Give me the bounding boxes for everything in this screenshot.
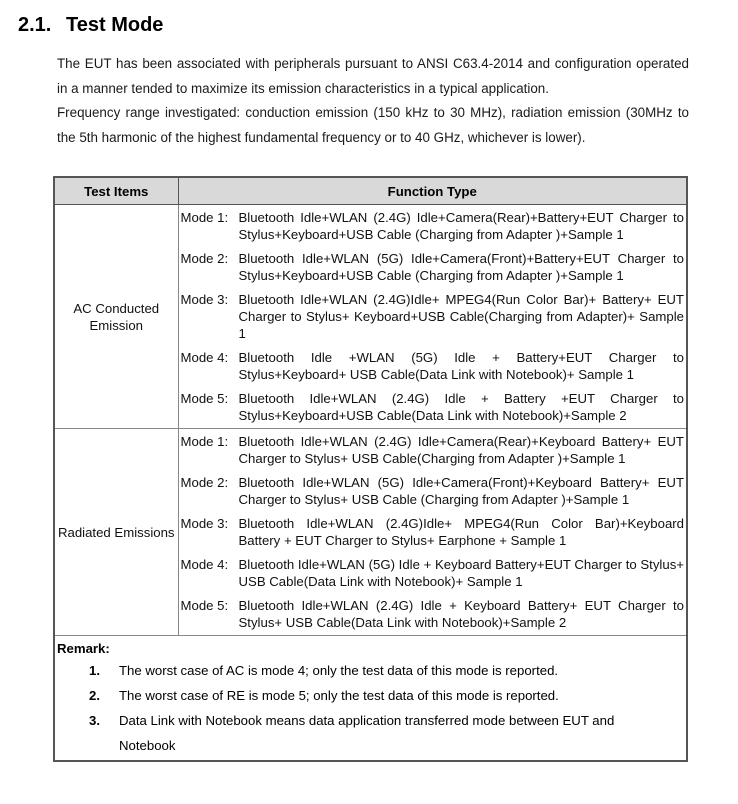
header-test-items: Test Items <box>54 177 178 205</box>
mode-item <box>181 291 685 342</box>
mode-description: Bluetooth Idle +WLAN (5G) Idle + Battery+EUT Charger to Stylus+Keyboard+ USB Cable(Data Link with Notebook)+ Sample 1 <box>238 350 684 382</box>
table-header-row <box>54 177 687 205</box>
table-row-ac-conducted <box>54 205 687 429</box>
modes-ac-conducted <box>178 205 687 429</box>
mode-item <box>181 556 685 590</box>
mode-item <box>181 209 685 243</box>
remark-item <box>57 683 684 708</box>
section-title: Test Mode <box>66 14 164 36</box>
mode-item <box>181 597 685 631</box>
mode-description: Bluetooth Idle+WLAN (2.4G) Idle + Keyboard Battery+ EUT Charger to Stylus+ USB Cable(Data Link with Notebook)+Sample 2 <box>238 598 684 630</box>
remark-number: 2. <box>89 688 100 703</box>
section-heading <box>18 14 163 37</box>
header-function-type: Function Type <box>178 177 687 205</box>
mode-item <box>181 349 685 383</box>
mode-item <box>181 390 685 424</box>
section-number: 2.1. <box>18 14 52 36</box>
modes-radiated <box>178 429 687 636</box>
mode-item <box>181 250 685 284</box>
intro-paragraph-1: The EUT has been associated with peripherals pursuant to ANSI C63.4-2014 and configuration operated in a manner tended to maximize its emission characteristics in a typical application. <box>57 56 689 96</box>
mode-description: Bluetooth Idle+WLAN (5G) Idle + Keyboard Battery+EUT Charger to Stylus+ USB Cable(Data Link with Notebook)+ Sample 1 <box>238 557 684 589</box>
mode-description: Bluetooth Idle+WLAN (5G) Idle+Camera(Front)+Battery+EUT Charger to Stylus+Keyboard+USB Cable (Charging from Adapter )+Sample 1 <box>238 251 684 283</box>
mode-label: Mode 5: <box>180 391 229 406</box>
category-radiated: Radiated Emissions <box>54 429 178 636</box>
test-mode-table <box>53 176 688 762</box>
remark-title: Remark: <box>57 641 110 656</box>
mode-label: Mode 3: <box>180 516 229 531</box>
intro-paragraph-2: Frequency range investigated: conduction emission (150 kHz to 30 MHz), radiation emission (30MHz to the 5th harmonic of the highest fundamental frequency or to 40 GHz, whichever is lower). <box>57 105 689 145</box>
remark-text: The worst case of AC is mode 4; only the test data of this mode is reported. <box>119 663 559 678</box>
mode-label: Mode 4: <box>180 557 229 572</box>
mode-description: Bluetooth Idle+WLAN (5G) Idle+Camera(Front)+Keyboard Battery+ EUT Charger to Stylus+ USB Cable (Charging from Adapter )+Sample 1 <box>238 475 684 507</box>
mode-label: Mode 1: <box>180 434 229 449</box>
mode-label: Mode 1: <box>180 210 229 225</box>
remark-text: The worst case of RE is mode 5; only the test data of this mode is reported. <box>119 688 559 703</box>
remark-item <box>57 658 684 683</box>
remark-number: 3. <box>89 713 100 728</box>
table-row-radiated <box>54 429 687 636</box>
category-ac-conducted: AC Conducted Emission <box>54 205 178 429</box>
mode-description: Bluetooth Idle+WLAN (2.4G)Idle+ MPEG4(Run Color Bar)+ Battery+ EUT Charger to Stylus+ Keyboard+USB Cable(Charging from Adapter)+ Sample 1 <box>238 292 684 341</box>
mode-label: Mode 3: <box>180 292 229 307</box>
mode-item <box>181 433 685 467</box>
mode-label: Mode 2: <box>180 251 229 266</box>
mode-item <box>181 474 685 508</box>
mode-description: Bluetooth Idle+WLAN (2.4G) Idle + Battery +EUT Charger to Stylus+Keyboard+USB Cable(Data Link with Notebook)+Sample 2 <box>238 391 684 423</box>
mode-item <box>181 515 685 549</box>
remark-item <box>57 708 684 758</box>
remark-text: Data Link with Notebook means data application transferred mode between EUT and Notebook <box>119 713 615 753</box>
mode-description: Bluetooth Idle+WLAN (2.4G)Idle+ MPEG4(Run Color Bar)+Keyboard Battery + EUT Charger to Stylus+ Earphone + Sample 1 <box>238 516 684 548</box>
remark-cell <box>54 636 687 762</box>
mode-description: Bluetooth Idle+WLAN (2.4G) Idle+Camera(Rear)+Keyboard Battery+ EUT Charger to Stylus+ USB Cable(Charging from Adapter )+Sample 1 <box>238 434 684 466</box>
mode-description: Bluetooth Idle+WLAN (2.4G) Idle+Camera(Rear)+Battery+EUT Charger to Stylus+Keyboard+USB Cable (Charging from Adapter )+Sample 1 <box>238 210 684 242</box>
mode-label: Mode 5: <box>180 598 229 613</box>
intro-text <box>57 52 689 150</box>
remark-number: 1. <box>89 663 100 678</box>
mode-label: Mode 2: <box>180 475 229 490</box>
table-row-remark <box>54 636 687 762</box>
mode-label: Mode 4: <box>180 350 229 365</box>
